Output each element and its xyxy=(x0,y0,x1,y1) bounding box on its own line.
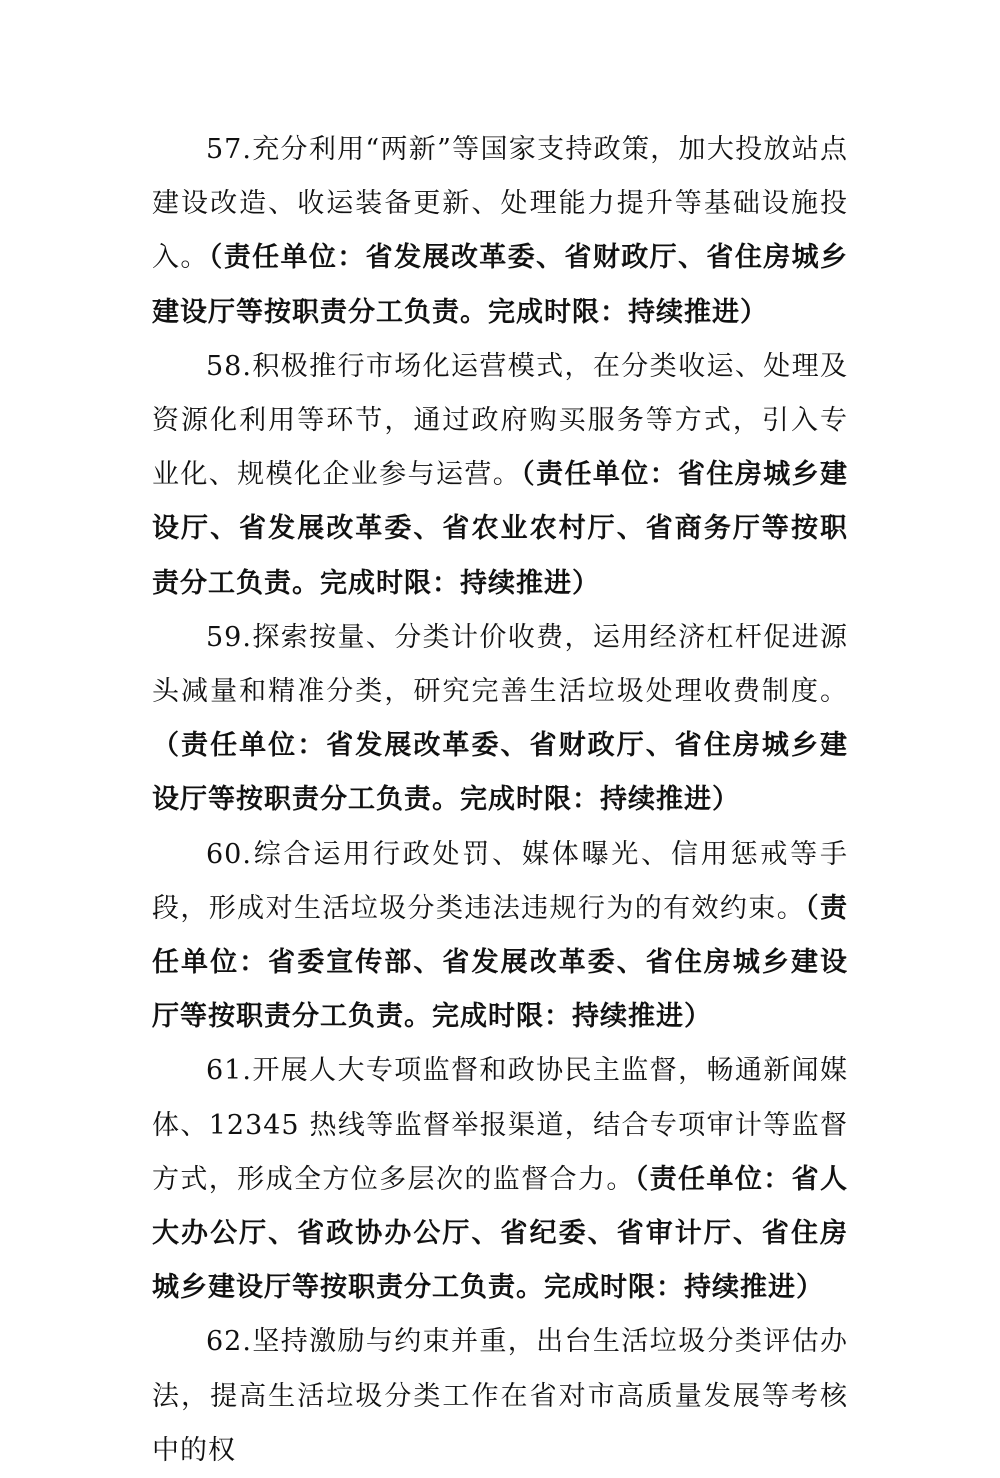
paragraph-item-60 xyxy=(152,828,848,1045)
item-57-responsibility: （责任单位：省发展改革委、省财政厅、省住房城乡建设厅等按职责分工负责。完成时限：持续推进） xyxy=(152,242,849,328)
item-61-responsibility: （责任单位：省人大办公厅、省政协办公厅、省纪委、省审计厅、省住房城乡建设厅等按职责分工负责。完成时限：持续推进） xyxy=(152,1163,849,1304)
paragraph-item-57 xyxy=(152,123,848,340)
item-61-text: 61.开展人大专项监督和政协民主监督，畅通新闻媒体、12345 热线等监督举报渠道，结合专项审计等监督方式，形成全方位多层次的监督合力。 xyxy=(152,1055,848,1195)
item-60-responsibility: （责任单位：省委宣传部、省发展改革委、省住房城乡建设厅等按职责分工负责。完成时限：持续推进） xyxy=(152,892,849,1033)
item-58-responsibility: （责任单位：省住房城乡建设厅、省发展改革委、省农业农村厅、省商务厅等按职责分工负责。完成时限：持续推进） xyxy=(152,459,849,599)
paragraph-item-62 xyxy=(152,1315,848,1478)
item-58-text: 58.积极推行市场化运营模式，在分类收运、处理及资源化利用等环节，通过政府购买服务等方式，引入专业化、规模化企业参与运营。 xyxy=(152,350,848,491)
document-body xyxy=(152,123,848,1478)
paragraph-item-58 xyxy=(152,340,848,611)
item-59-responsibility: （责任单位：省发展改革委、省财政厅、省住房城乡建设厅等按职责分工负责。完成时限：持续推进） xyxy=(152,730,848,816)
item-62-text: 62.坚持激励与约束并重，出台生活垃圾分类评估办法，提高生活垃圾分类工作在省对市高质量发展等考核中的权 xyxy=(152,1326,848,1466)
paragraph-item-61 xyxy=(152,1044,848,1315)
item-60-text: 60.综合运用行政处罚、媒体曝光、信用惩戒等手段，形成对生活垃圾分类违法违规行为的有效约束。 xyxy=(152,838,848,924)
paragraph-item-59 xyxy=(152,611,848,828)
item-59-text: 59.探索按量、分类计价收费，运用经济杠杆促进源头减量和精准分类，研究完善生活垃圾处理收费制度。 xyxy=(152,621,848,708)
item-57-text: 57.充分利用“两新”等国家支持政策，加大投放站点建设改造、收运装备更新、处理能力提升等基础设施投入。 xyxy=(152,134,848,274)
